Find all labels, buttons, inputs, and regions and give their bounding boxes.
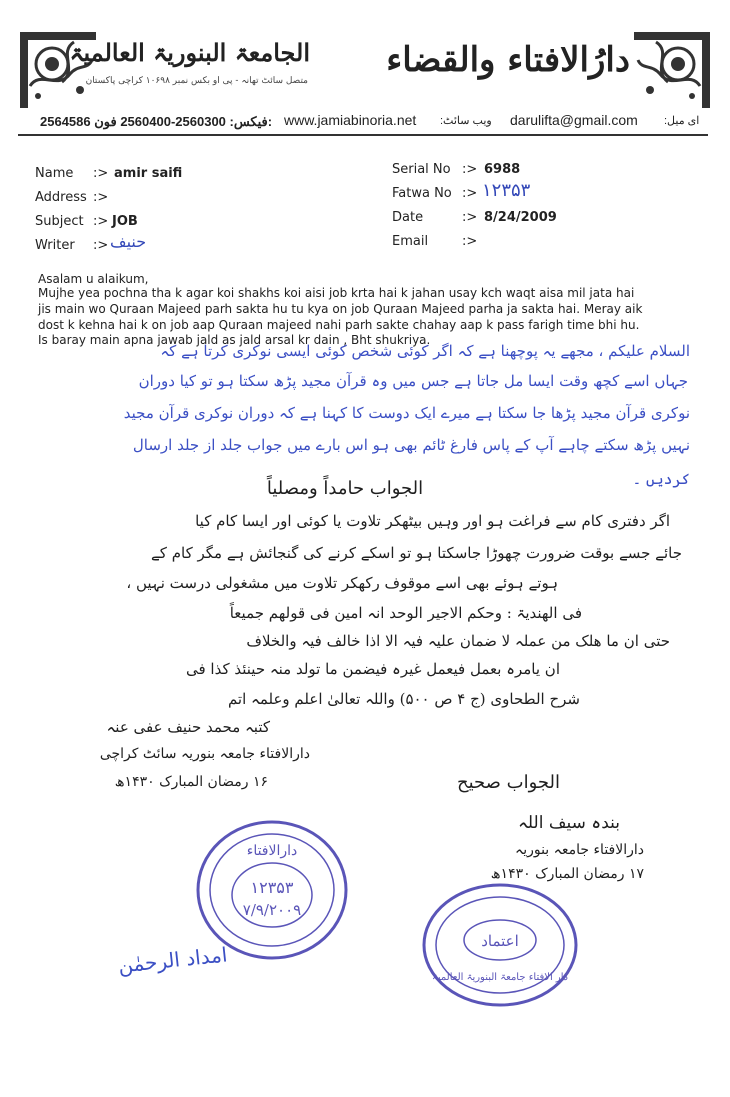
answer-author: کتبہ محمد حنیف عفی عنہ [106,718,270,736]
serial-value: 6988 [484,162,521,177]
name-value: amir saifi [114,166,183,181]
email-label: ای میل: [664,115,700,127]
website-label: ویب سائٹ: [440,115,492,127]
writer-value: حنیف [110,232,147,251]
urdu-question-line: جہاں اسے کچھ وقت ایسا مل جاتا ہے جس میں وہ قرآن مجید پڑھ سکتا ہو تو کیا دوران [138,372,688,390]
seal-right-title: دار الافتاء جامعۃ البنوریۃ العالمیۃ [432,972,568,983]
writer-label: Writer [35,238,75,253]
answer-line: فی الھندیۃ : وحکم الاجیر الوحد انہ امین فی قولھم جمیعاً [229,604,582,622]
institution-address: متصل سائٹ تھانہ - پی او بکس نمبر ۱۰۶۹۸ کراچی پاکستان [85,76,308,86]
answer-line: حتی ان ما ھلک من عملہ لا ضمان علیہ فیہ الا اذا خالف فیہ والخلاف [246,632,670,650]
serial-separator: :> [462,162,478,177]
approval-signature: بندہ سیف اللہ [517,813,620,833]
subject-label: Subject [35,214,84,229]
website-link[interactable]: www.jamiabinoria.net [284,112,417,128]
date-separator: :> [462,210,478,225]
subject-value: JOB [112,214,138,229]
name-label: Name [35,166,74,181]
question-line: Asalam u alaikum, [38,272,149,286]
question-line: jis main wo Quraan Majeed parh sakta hu tu kya on job Quraan Majeed parha ja sakta hai. Meray aik [38,302,643,316]
serial-label: Serial No [392,162,451,177]
answer-line: شرح الطحاوی (ج ۴ ص ۵۰۰) واللہ تعالیٰ اعلم وعلمہ اتم [227,690,580,708]
answer-line: اگر دفتری کام سے فراغت ہو اور وہیں بیٹھکر تلاوت یا کوئی اور ایسا کام کیا [195,512,670,530]
corner-ornament-right [632,30,712,110]
email-link[interactable]: darulifta@gmail.com [510,112,638,128]
darul-ifta-title: دارُالافتاء والقضاء [386,40,630,80]
seal-left-number: ۱۲۳۵۳ [250,878,294,897]
seal-left-date: ۷/۹/۲۰۰۹ [242,901,302,919]
date-label: Date [392,210,424,225]
email-field-separator: :> [462,234,478,249]
urdu-question-line: کردیں ۔ [632,470,690,488]
fatwa-label: Fatwa No [392,186,452,201]
urdu-question-line: نہیں پڑھ سکتے چاہے آپ کے پاس فارغ ٹائم بھی ہو اس بارے میں جواب جلد از جلد ارسال [132,436,690,454]
header-divider [18,134,708,136]
approval-date: ۱۷ رمضان المبارک ۱۴۳۰ھ [490,866,644,882]
fatwa-value: ۱۲۳۵۳ [482,180,531,201]
subject-separator: :> [93,214,109,229]
urdu-question-line: السلام علیکم ، مجھے یہ پوچھنا ہے کہ اگر کوئی شخص کوئی ایسی نوکری کرتا ہے کہ [160,342,690,360]
answer-heading: الجواب حامداً ومصلیاً [266,478,424,499]
address-separator: :> [93,190,109,205]
question-line: Is baray main apna jawab jald as jald arsal kr dain , Bht shukriya. [38,333,431,347]
question-line: Mujhe yea pochna tha k agar koi shakhs koi aisi job krta hai k jahan usay kch waqt aisa mil jata hai [38,286,635,300]
answer-line: ہوتے ہوئے بھی اسے موقوف رکھکر تلاوت میں مشغولی درست نہیں ، [126,574,558,592]
answer-date: ۱۶ رمضان المبارک ۱۴۳۰ھ [114,774,268,790]
address-label: Address [35,190,87,205]
date-value: 8/24/2009 [484,210,557,225]
phone-fax: 2564586 فیکس: 2560300-2560400 فون: [40,114,273,129]
floral-ornament-icon [632,30,712,110]
approval-department: دارالافتاء جامعہ بنوریہ [514,842,644,858]
name-separator: :> [93,166,109,181]
email-field-label: Email [392,234,429,249]
institution-name: الجامعۃ البنوریۃ العالمیۃ [69,38,310,67]
bottom-signature: امداد الرحمٰن [117,942,229,978]
answer-line: جائے جسے بوقت ضرورت چھوڑا جاسکتا ہو تو اسکے کرنے کی گنجائش ہے مگر کام کے [151,544,682,562]
fatwa-separator: :> [462,186,478,201]
official-seal-right [420,880,580,1010]
seal-left-title: دارالافتاء [246,843,298,859]
answer-line: ان یامرہ بعمل فیعمل غیرہ فیضمن ما تولد منہ حینئذ کذا فی [185,660,560,678]
answer-department: دارالافتاء جامعہ بنوریہ سائٹ کراچی [99,746,310,762]
writer-separator: :> [93,238,109,253]
seal-right-center: اعتماد [481,932,519,950]
question-line: dost k kehna hai k on job aap Quraan majeed nahi parh sakte chahay aap k pass farigh time bhi hu. [38,318,640,332]
approval-heading: الجواب صحیح [456,772,560,793]
urdu-question-line: نوکری قرآن مجید پڑھا جا سکتا ہے میرے ایک دوست کا کہنا ہے کہ دوران نوکری قرآن مجید [123,404,690,422]
